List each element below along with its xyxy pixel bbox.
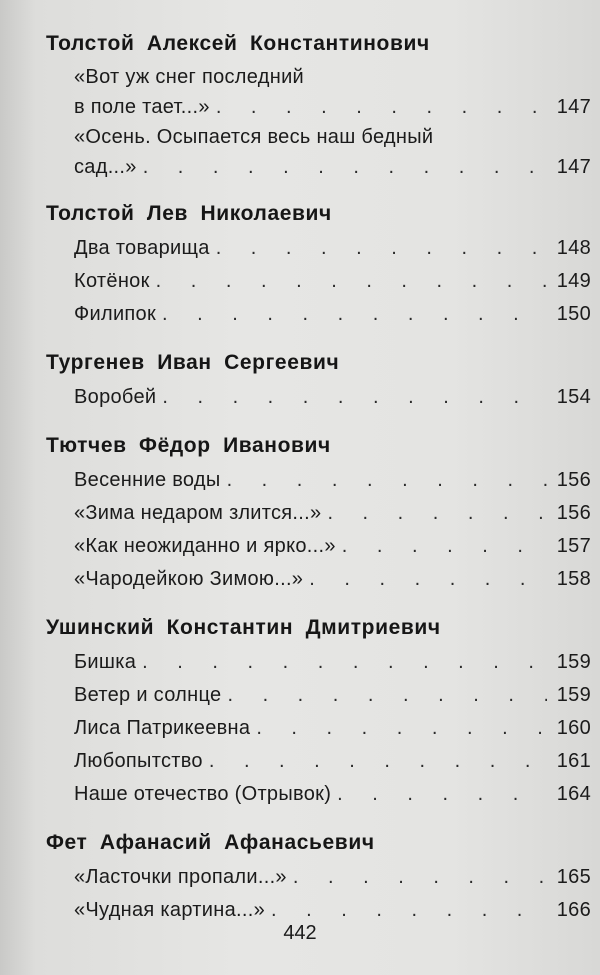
entry-page-number: 165 <box>556 866 591 888</box>
entry-page-number: 150 <box>556 303 591 325</box>
author-name: Тургенев Иван Сергеевич <box>46 351 340 374</box>
entry-list <box>74 232 591 331</box>
leader-dots <box>293 861 547 894</box>
entry-title-line1: «Осень. Осыпается весь наш бедный <box>74 126 434 148</box>
entry-title: Ветер и солнце <box>74 684 222 706</box>
toc-entry[interactable] <box>74 745 591 778</box>
table-of-contents <box>46 32 591 947</box>
entry-title: «Зима недаром злится...» <box>74 502 322 524</box>
toc-entry[interactable] <box>74 563 591 596</box>
entry-page-number: 154 <box>556 386 591 408</box>
entry-page-number: 160 <box>556 717 591 739</box>
leader-dots <box>162 298 547 331</box>
entry-list <box>74 62 591 182</box>
entry-title: Два товарища <box>74 237 210 259</box>
entry-list <box>74 381 591 414</box>
toc-entry[interactable] <box>74 464 591 497</box>
toc-entry[interactable] <box>74 298 591 331</box>
leader-dots <box>342 530 547 563</box>
entry-title: «Чародейкою Зимою...» <box>74 568 304 590</box>
toc-entry[interactable] <box>74 861 591 894</box>
leader-dots <box>327 497 547 530</box>
leader-dots <box>162 381 547 414</box>
entry-page-number: 159 <box>556 651 591 673</box>
entry-list <box>74 861 591 927</box>
toc-entry[interactable] <box>74 232 591 265</box>
author-section <box>46 434 591 596</box>
author-section <box>46 32 591 182</box>
leader-dots <box>337 778 547 811</box>
page-number: 442 <box>283 922 317 944</box>
entry-title: «Как неожиданно и ярко...» <box>74 535 336 557</box>
author-name: Фет Афанасий Афанасьевич <box>46 831 375 854</box>
toc-entry[interactable] <box>74 497 591 530</box>
author-name: Толстой Лев Николаевич <box>46 202 332 225</box>
entry-page-number: 156 <box>556 469 591 491</box>
entry-title-line1: «Вот уж снег последний <box>74 66 305 88</box>
toc-entry[interactable] <box>74 62 591 122</box>
toc-entry[interactable] <box>74 712 591 745</box>
entry-title: «Чудная картина...» <box>74 899 266 921</box>
entry-title: Воробей <box>74 386 157 408</box>
toc-entry[interactable] <box>74 530 591 563</box>
entry-page-number: 164 <box>556 783 591 805</box>
leader-dots <box>142 646 547 679</box>
entry-title: Бишка <box>74 651 137 673</box>
author-section <box>46 351 591 414</box>
author-name: Ушинский Константин Дмитриевич <box>46 616 441 639</box>
toc-entry[interactable] <box>74 646 591 679</box>
author-section <box>46 616 591 811</box>
leader-dots <box>216 232 547 265</box>
leader-dots <box>309 563 547 596</box>
entry-title: Лиса Патрикеевна <box>74 717 251 739</box>
author-name: Толстой Алексей Константинович <box>46 32 430 55</box>
entry-page-number: 156 <box>556 502 591 524</box>
leader-dots <box>227 464 547 497</box>
entry-page-number: 147 <box>556 156 591 178</box>
toc-entry[interactable] <box>74 122 591 182</box>
leader-dots <box>143 152 547 182</box>
leader-dots <box>227 679 547 712</box>
entry-title-line2: сад...» <box>74 156 137 178</box>
entry-title: «Ласточки пропали...» <box>74 866 287 888</box>
entry-page-number: 161 <box>556 750 591 772</box>
leader-dots <box>209 745 547 778</box>
entry-list <box>74 464 591 596</box>
leader-dots <box>216 92 547 122</box>
entry-title: Наше отечество (Отрывок) <box>74 783 332 805</box>
entry-title: Весенние воды <box>74 469 221 491</box>
leader-dots <box>256 712 547 745</box>
entry-title: Филипок <box>74 303 157 325</box>
toc-entry[interactable] <box>74 778 591 811</box>
entry-page-number: 158 <box>556 568 591 590</box>
entry-page-number: 149 <box>556 270 591 292</box>
toc-entry[interactable] <box>74 381 591 414</box>
leader-dots <box>156 265 547 298</box>
entry-title: Котёнок <box>74 270 150 292</box>
author-section <box>46 202 591 331</box>
entry-page-number: 148 <box>556 237 591 259</box>
author-name: Тютчев Фёдор Иванович <box>46 434 331 457</box>
toc-entry[interactable] <box>74 265 591 298</box>
entry-page-number: 166 <box>556 899 591 921</box>
entry-page-number: 147 <box>556 96 591 118</box>
entry-list <box>74 646 591 811</box>
author-section <box>46 831 591 927</box>
entry-page-number: 157 <box>556 535 591 557</box>
entry-title-line2: в поле тает...» <box>74 96 210 118</box>
entry-page-number: 159 <box>556 684 591 706</box>
entry-title: Любопытство <box>74 750 203 772</box>
toc-entry[interactable] <box>74 679 591 712</box>
